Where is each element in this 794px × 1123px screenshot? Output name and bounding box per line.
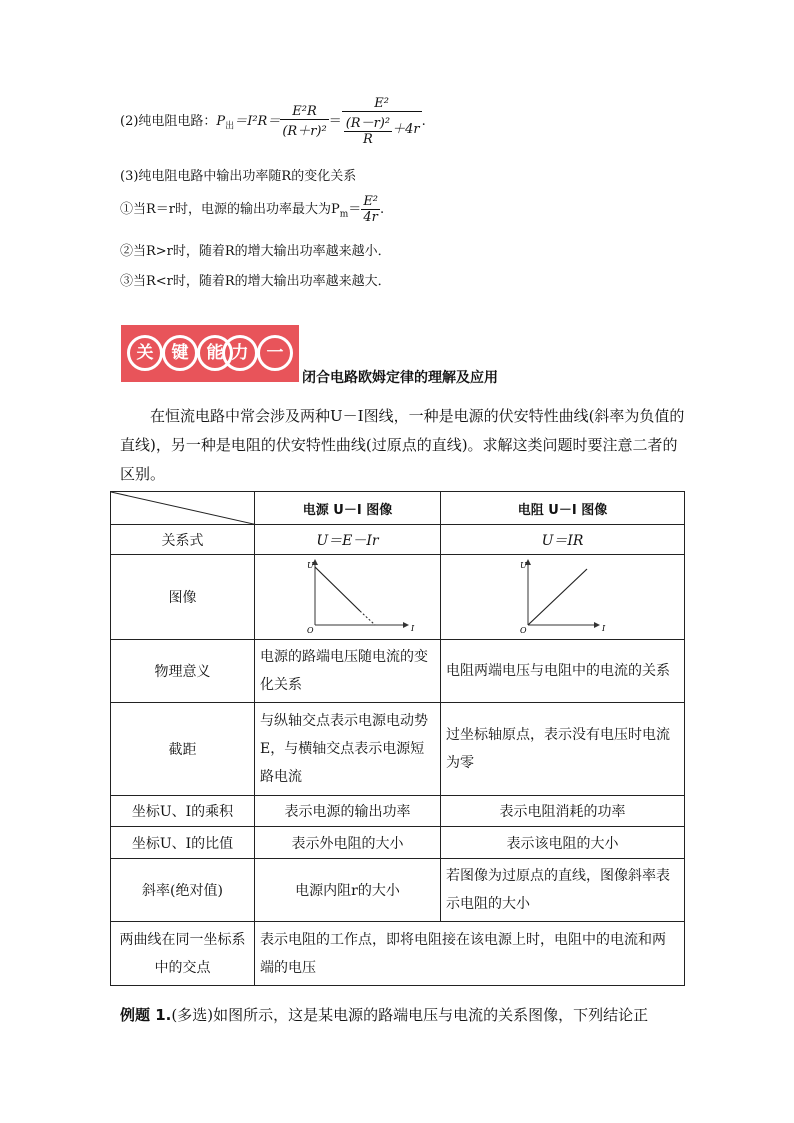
badge-char-1: 关 xyxy=(127,335,163,371)
i-axis-label: I xyxy=(411,624,415,633)
intersection-cell: 表示电阻的工作点，即将电阻接在该电源上时，电阻中的电流和两端的电压 xyxy=(255,922,685,986)
table-row xyxy=(111,827,685,859)
resistor-graph-cell xyxy=(441,555,685,640)
resistor-cell: U＝IR xyxy=(441,525,685,555)
section-heading: 闭合电路欧姆定律的理解及应用 xyxy=(302,370,498,386)
u-axis-label: U xyxy=(307,561,314,570)
resistor-ui-graph xyxy=(441,555,684,635)
table-row xyxy=(111,796,685,827)
badge-char-4: 力 xyxy=(222,335,258,371)
resistor-cell: 表示该电阻的大小 xyxy=(441,827,685,859)
badge-char-2: 键 xyxy=(162,335,198,371)
badge-char-3: 能 xyxy=(197,335,233,371)
fraction-pm: $\frac{\text{E²}}{4r}$ xyxy=(363,194,379,225)
row-label: 物理意义 xyxy=(111,640,255,703)
origin-label: O xyxy=(307,626,314,635)
u-axis-label: U xyxy=(520,561,527,570)
origin-label: O xyxy=(520,626,527,635)
example-text: (多选)如图所示，这是某电源的路端电压与电流的关系图像，下列结论正 xyxy=(171,1006,649,1024)
example-label: 例题 1. xyxy=(120,1006,172,1024)
table-row xyxy=(111,859,685,922)
row-label: 两曲线在同一坐标系中的交点 xyxy=(111,922,255,986)
source-cell: 与纵轴交点表示电源电动势E，与横轴交点表示电源短路电流 xyxy=(255,703,441,796)
source-cell: 表示电源的输出功率 xyxy=(255,796,441,827)
resistor-cell: 表示电阻消耗的功率 xyxy=(441,796,685,827)
table-row xyxy=(111,640,685,703)
comparison-table xyxy=(110,491,685,986)
intro-paragraph: 在恒流电路中常会涉及两种U－I图线，一种是电源的伏安特性曲线(斜率为负值的直线)，另一种是电阻的伏安特性曲线(过原点的直线)。求解这类问题时要注意二者的区别。 xyxy=(120,407,685,483)
item-3: ③当R<r时，随着R的增大输出功率越来越大． xyxy=(120,274,391,289)
source-graph-cell xyxy=(255,555,441,640)
row-label: 坐标U、I的乘积 xyxy=(111,796,255,827)
example-1 xyxy=(120,1004,648,1025)
header-resistor: 电阻 U－I 图像 xyxy=(441,492,685,525)
item-2: ②当R>r时，随着R的增大输出功率越来越小． xyxy=(120,244,391,259)
resistor-cell: 若图像为过原点的直线，图像斜率表示电阻的大小 xyxy=(441,859,685,922)
row-label: 图像 xyxy=(111,555,255,640)
row-label: 斜率(绝对值) xyxy=(111,859,255,922)
key-ability-badge xyxy=(121,325,299,382)
row-label: 截距 xyxy=(111,703,255,796)
header-source: 电源 U－I 图像 xyxy=(255,492,441,525)
i-axis-label: I xyxy=(602,624,606,633)
item-1: ①当R＝r时，电源的输出功率最大为$P_m=$ $\frac{\text{E²}}{4r}$ . xyxy=(120,194,385,225)
source-cell: U＝E－Ir xyxy=(255,525,441,555)
table-row xyxy=(111,703,685,796)
diagonal-line xyxy=(111,492,258,525)
source-cell: 电源内阻r的大小 xyxy=(255,859,441,922)
row-label: 关系式 xyxy=(111,525,255,555)
badge-char-5: 一 xyxy=(257,335,293,371)
table-row xyxy=(111,555,685,640)
row-label: 坐标U、I的比值 xyxy=(111,827,255,859)
formula-pure-resistance: (2)纯电阻电路：$P_出=I^2R=$ $\frac{\text{E²R}}{\text{(R＋r)²}}$ ＝ E² $\frac{\text{(R－r)²}}{R}$ ＋4r . xyxy=(120,96,426,147)
table-row xyxy=(111,525,685,555)
resistor-cell: 过坐标轴原点，表示没有电压时电流为零 xyxy=(441,703,685,796)
relation-title: (3)纯电阻电路中输出功率随R的变化关系 xyxy=(120,169,357,184)
fraction-1: $\frac{\text{E²R}}{\text{(R＋r)²}}$ xyxy=(282,104,327,139)
fraction-2: E² $\frac{\text{(R－r)²}}{R}$ ＋4r xyxy=(342,96,422,147)
source-ui-graph xyxy=(255,555,440,635)
table-row xyxy=(111,922,685,986)
source-cell: 表示外电阻的大小 xyxy=(255,827,441,859)
fraction-2-denominator: $\frac{\text{(R－r)²}}{R}$ ＋4r xyxy=(342,112,422,147)
header-diagonal-cell xyxy=(111,492,255,525)
source-cell: 电源的路端电压随电流的变化关系 xyxy=(255,640,441,703)
resistor-cell: 电阻两端电压与电阻中的电流的关系 xyxy=(441,640,685,703)
